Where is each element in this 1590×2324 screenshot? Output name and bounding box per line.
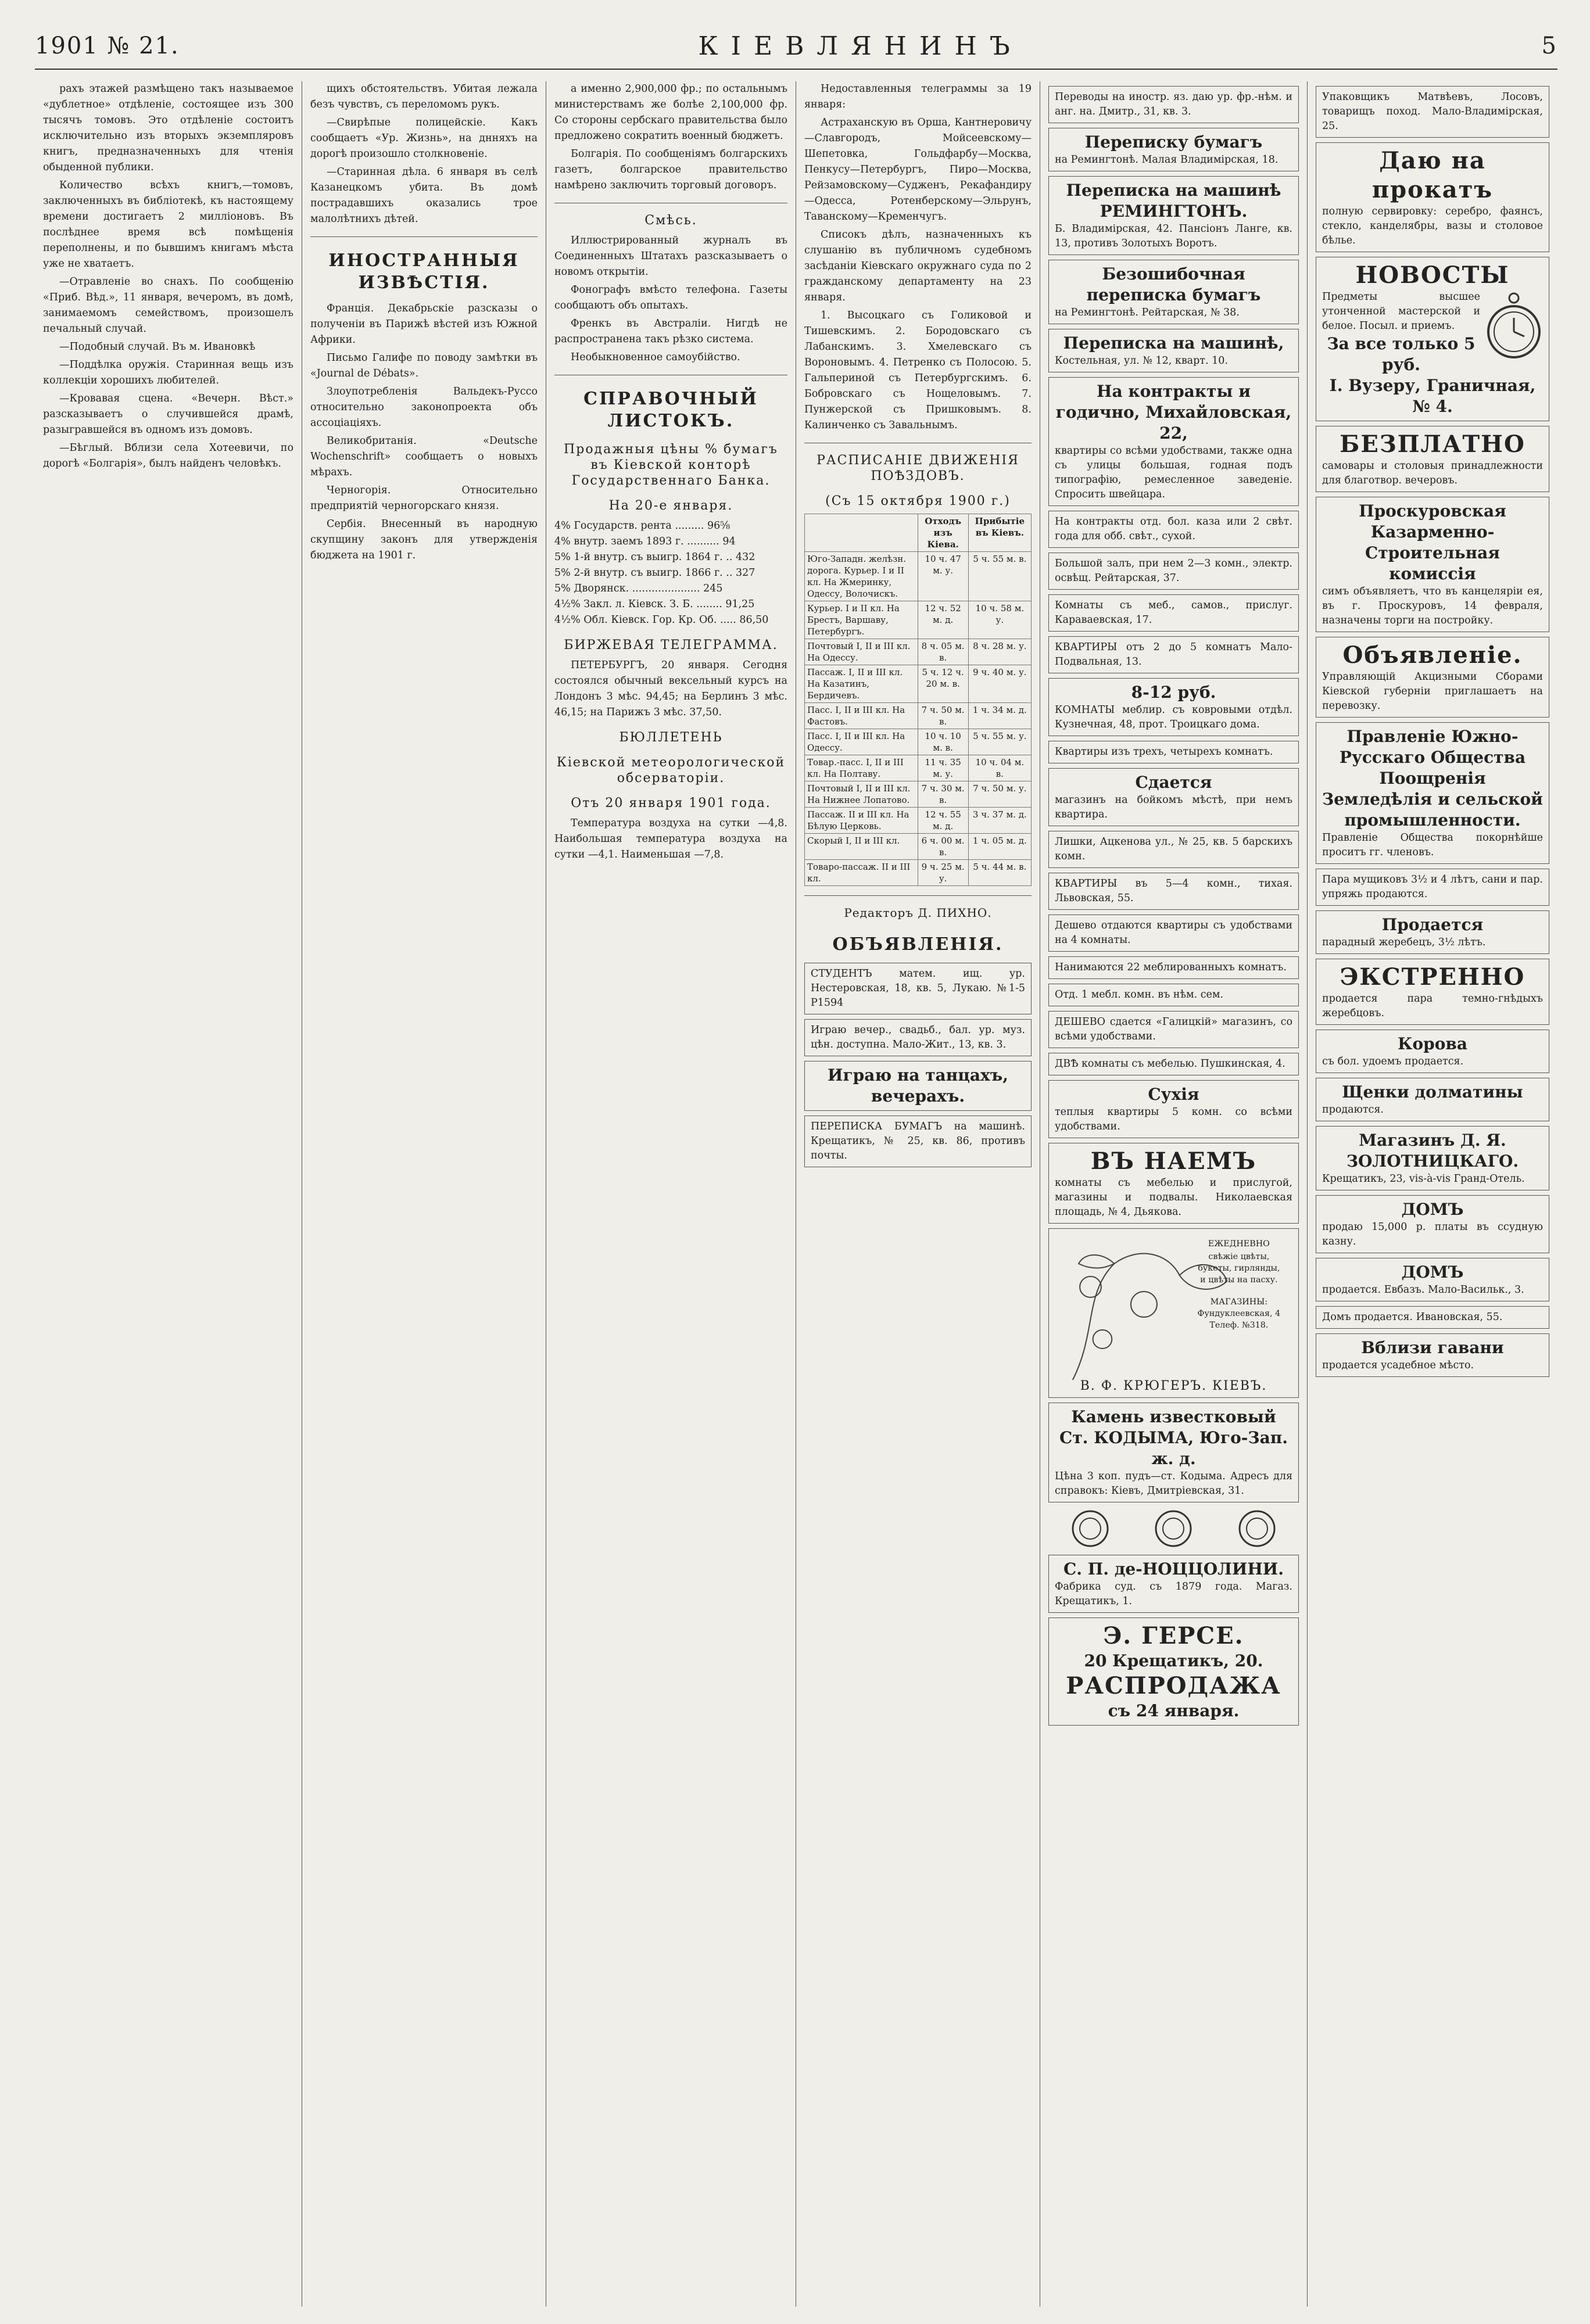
ad-house-3: Домъ продается. Ивановская, 55. (1316, 1306, 1549, 1329)
ad-announcement: Объявленіе. Управляющій Акцизными Сборами Кіевской губерніи приглашаетъ на перевозку. (1316, 637, 1549, 718)
article-paragraph: —Свирѣпые полицейскіе. Какъ сообщаетъ «Ур. Жизнь», на днняхъ на дорогѣ произошло столкновеніе. (310, 117, 538, 160)
table-cell: Пасс. I, II и III кл. На Одессу. (805, 729, 918, 755)
article-paragraph: Черногорія. Относительно предприятій черногорскаго князя. (310, 485, 538, 512)
ad-proskurov-commission: Проскуровская Казарменно-Строительная комиссія симъ объявляетъ, что въ канцеляріи ея, въ г. Проскуровъ, 14 февраля, назначены торги на постройку. (1316, 497, 1549, 632)
svg-text:свѣжіе цвѣты,: свѣжіе цвѣты, (1208, 1252, 1270, 1261)
medal-icon (1153, 1508, 1194, 1549)
table-cell: Пасс. I, II и III кл. На Фастовъ. (805, 703, 918, 729)
table-cell: 5 ч. 55 м. в. (968, 552, 1031, 601)
page-number: 5 (1541, 33, 1557, 59)
ad-contracts-mikhailovskaya: На контракты и годично, Михайловская, 22, квартиры со всѣми удобствами, также одна съ улицы большая, годная подъ типографію, ремесленное заведеніе. Спросить швейцара. (1048, 377, 1299, 506)
ad-zolotnitsky: Магазинъ Д. Я. ЗОЛОТНИЦКАГО. Крещатикъ, 23, vis-à-vis Гранд-Отель. (1316, 1126, 1549, 1190)
table-row (805, 781, 1032, 808)
article-paragraph: Френкъ въ Австраліи. Нигдѣ не распространена такъ рѣзко система. (554, 318, 787, 345)
ad-for-rent: ВЪ НАЕМЪ комнаты съ мебелью и прислугой, магазины и подвалы. Николаевская площадь, № 4, Дьякова. (1048, 1143, 1299, 1224)
medal-icon (1237, 1508, 1277, 1549)
table-cell: 12 ч. 55 м. д. (918, 808, 968, 834)
section-title-foreign-news: ИНОСТРАННЫЯ ИЗВѢСТІЯ. (328, 250, 520, 293)
table-cell: 8 ч. 05 м. в. (918, 639, 968, 665)
ad-typing-kostelnaya: Переписка на машинѣ, Костельная, ул. № 12, кварт. 10. (1048, 329, 1299, 372)
table-cell: 6 ч. 00 м. в. (918, 834, 968, 860)
svg-text:Фундуклеевская, 4: Фундуклеевская, 4 (1197, 1309, 1281, 1318)
article-paragraph: Сербія. Внесенный въ народную скупщину законъ для утвержденія бюджета на 1901 г. (310, 518, 538, 561)
table-row (805, 808, 1032, 834)
timetable-title: РАСПИСАНІЕ ДВИЖЕНІЯ ПОѢЗДОВЪ. (817, 453, 1019, 483)
table-cell: Товаро-пассаж. II и III кл. (805, 860, 918, 886)
table-cell: Пассаж. II и III кл. На Бѣлую Церковь. (805, 808, 918, 834)
table-header (805, 514, 918, 552)
article-paragraph: Температура воздуха на сутки —4,8. Наибольшая температура воздуха на сутки —4,1. Наименьшая —7,8. (554, 817, 787, 860)
ad-free: БЕЗПЛАТНО самовары и столовыя принадлежности для благотвор. вечеровъ. (1316, 426, 1549, 492)
reference-date: На 20-е января. (608, 498, 733, 513)
table-row (805, 860, 1032, 886)
flower-shop-signature: В. Ф. КРЮГЕРЪ. КІЕВЪ. (1080, 1379, 1267, 1393)
svg-text:МАГАЗИНЫ:: МАГАЗИНЫ: (1210, 1297, 1268, 1307)
train-timetable (804, 514, 1032, 886)
table-cell: 8 ч. 28 м. у. (968, 639, 1031, 665)
table-cell: Почтовый I, II и III кл. На Одессу. (805, 639, 918, 665)
table-cell: 12 ч. 52 м. д. (918, 601, 968, 639)
ad-contracts: На контракты отд. бол. каза или 2 свѣт. года для обб. свѣт., сухой. (1048, 511, 1299, 548)
table-cell: 9 ч. 40 м. у. (968, 665, 1031, 703)
medals-row (1048, 1508, 1299, 1549)
ad-apartments-lvovskaya: КВАРТИРЫ въ 5—4 комн., тихая. Львовская, 55. (1048, 873, 1299, 910)
table-header: Прибытіе въ Кіевъ. (968, 514, 1031, 552)
ad-gerse-sale: Э. ГЕРСЕ. 20 Крещатикъ, 20. РАСПРОДАЖА съ 24 января. (1048, 1618, 1299, 1726)
ad-two-rooms: ДВѢ комнаты съ мебелью. Пушкинская, 4. (1048, 1053, 1299, 1075)
article-paragraph: ПЕТЕРБУРГЪ, 20 января. Сегодня состоялся обычный вексельный курсъ на Лондонъ 3 мѣс. 94,45; на Берлинъ 3 мѣс. 46,15; на Парижъ 3 мѣс. 37,50. (554, 659, 787, 718)
table-cell: 10 ч. 58 м. у. (968, 601, 1031, 639)
article-paragraph: —Бѣглый. Вблизи села Хотеевичи, по дорогѣ «Болгарія», былъ найденъ человѣкъ. (43, 442, 293, 469)
ad-shop-rent: Сдается магазинъ на бойкомъ мѣстѣ, при немъ квартира. (1048, 768, 1299, 826)
ad-noccolini: С. П. де-НОЦЦОЛИНИ. Фабрика суд. съ 1879 года. Магаз. Крещатикъ, 1. (1048, 1555, 1299, 1613)
svg-text:ЕЖЕДНЕВНО: ЕЖЕДНЕВНО (1208, 1239, 1270, 1249)
ad-music: Играю вечер., свадьб., бал. ур. муз. цѣн. доступна. Мало-Жит., 13, кв. 3. (804, 1019, 1032, 1056)
table-cell: 7 ч. 30 м. в. (918, 781, 968, 808)
article-paragraph: Болгарія. По сообщеніямъ болгарскихъ газетъ, болгарское правительство намѣрено заключить торговый договоръ. (554, 148, 787, 191)
table-cell: 10 ч. 04 м. в. (968, 755, 1031, 781)
column-3 (546, 81, 796, 2307)
flower-illustration (1049, 1229, 1298, 1397)
ad-room-german: Отд. 1 мебл. комн. въ нѣм. сем. (1048, 984, 1299, 1006)
ad-rooms-price: 8-12 руб. КОМНАТЫ меблир. съ ковровыми отдѣл. Кузнечная, 48, прот. Троицкаго дома. (1048, 678, 1299, 736)
ad-packer: Упаковщикъ Матвѣевъ, Лосовъ, товарищъ поход. Мало-Владимірская, 25. (1316, 86, 1549, 138)
column-2 (302, 81, 546, 2307)
court-list-title: Списокъ дѣлъ, назначенныхъ къ слушанію въ публичномъ судебномъ засѣданіи Кіевскаго окружнаго суда по 2 гражданскому департаменту на 23 января. (804, 229, 1032, 303)
table-cell: Юго-Западн. желѣзн. дорога. Курьер. I и II кл. На Жмеринку, Одессу, Волочискъ. (805, 552, 918, 601)
table-row (805, 665, 1032, 703)
table-row (805, 729, 1032, 755)
ad-stallion: Продается парадный жеребецъ, 3½ лѣтъ. (1316, 910, 1549, 954)
ad-apartments-3-4: Квартиры изъ трехъ, четырехъ комнатъ. (1048, 741, 1299, 763)
rate-line: 4½% Закл. л. Кіевск. З. Б. ........ 91,25 (554, 598, 755, 610)
rate-line: 4% внутр. заемъ 1893 г. .......... 94 (554, 536, 736, 547)
ad-cheap-apartments: Дешево отдаются квартиры съ удобствами на 4 комнаты. (1048, 914, 1299, 952)
svg-text:и цвѣты на пасху.: и цвѣты на пасху. (1200, 1275, 1278, 1285)
ad-translations: Переводы на иностр. яз. даю ур. фр.-нѣм. и анг. на. Дмитр., 31, кв. 3. (1048, 86, 1299, 123)
section-title-ads: ОБЪЯВЛЕНІЯ. (832, 934, 1004, 955)
article-paragraph: Необыкновенное самоубійство. (571, 352, 740, 363)
divider (310, 236, 538, 237)
rates-list (554, 518, 787, 628)
ad-watch-news: НОВОСТЫ Предметы высшее утонченной мастерской и белое. Посыл. и приемъ. За все только 5 руб. І. Вузеру, Граничная, № 4. (1316, 257, 1549, 421)
newspaper-title: КІЕВЛЯНИНЪ (698, 31, 1023, 61)
ad-typing-remington: Переписку бумагъ на Ремингтонѣ. Малая Владимірская, 18. (1048, 128, 1299, 171)
table-cell: 5 ч. 55 м. у. (968, 729, 1031, 755)
timetable-subtitle: (Съ 15 октября 1900 г.) (825, 494, 1011, 508)
ad-rooms: Комнаты съ меб., самов., прислуг. Караваевская, 17. (1048, 594, 1299, 632)
table-cell: Курьер. I и II кл. На Брестъ, Варшаву, Петербургъ. (805, 601, 918, 639)
rate-line: 4% Государств. рента ......... 96⅝ (554, 520, 730, 532)
article-paragraph: —Старинная дѣла. 6 января въ селѣ Казанецкомъ убита. Въ домѣ пострадавшихъ оказались трое малолѣтнихъ дѣтей. (310, 166, 538, 225)
ad-urgent: ЭКСТРЕННО продается пара темно-гнѣдыхъ жеребцовъ. (1316, 959, 1549, 1025)
article-paragraph: Письмо Галифе по поводу замѣтки въ «Journal de Débats». (310, 352, 538, 379)
table-cell: 3 ч. 37 м. д. (968, 808, 1031, 834)
svg-text:букеты, гирлянды,: букеты, гирлянды, (1198, 1264, 1280, 1273)
table-cell: Пассаж. I, II и III кл. На Казатинъ, Бердичевъ. (805, 665, 918, 703)
article-paragraph: Количество всѣхъ книгъ,—томовъ, заключенныхъ въ библіотекѣ, къ настоящему времени достигаетъ 2 милліоновъ. Въ послѣднее время всѣ помѣщенія переполнены, и по бывшимъ книгамъ мѣста уже не хватаетъ. (43, 180, 293, 270)
table-cell: Товар.-пасс. I, II и III кл. На Полтаву. (805, 755, 918, 781)
rate-line: 5% Дворянск. ..................... 245 (554, 583, 723, 594)
table-row (805, 601, 1032, 639)
telegram-title: Недоставленныя телеграммы за 19 января: (804, 83, 1032, 110)
svg-text:Телеф. №318.: Телеф. №318. (1209, 1321, 1269, 1330)
page-header (35, 23, 1557, 70)
column-6 (1308, 81, 1557, 2307)
ad-cow: Корова съ бол. удоемъ продается. (1316, 1030, 1549, 1073)
ad-rental-service: Даю на прокатъ полную сервировку: серебро, фаянсъ, стекло, канделябры, вазы и столовое бѣлье. (1316, 142, 1549, 252)
article-paragraph: —Отравленіе во снахъ. По сообщенію «Приб. Вѣд.», 11 января, вечеромъ, въ домѣ, занимаемомъ семействомъ, произошелъ печальный случай. (43, 276, 293, 335)
ad-hall: Большой залъ, при нем 2—3 комн., электр. освѣщ. Рейтарская, 37. (1048, 553, 1299, 590)
table-cell: 7 ч. 50 м. у. (968, 781, 1031, 808)
table-row (805, 552, 1032, 601)
table-cell: Почтовый I, II и III кл. На Нижнее Лопатово. (805, 781, 918, 808)
ad-horses: Пара мущиковъ 3½ и 4 лѣтъ, сани и пар. упряжь продаются. (1316, 869, 1549, 906)
pocket-watch-icon (1485, 290, 1543, 365)
article-paragraph: Фонографъ вмѣсто телефона. Газеты сообщаютъ объ опытахъ. (554, 284, 787, 311)
issue-number: 1901 № 21. (35, 33, 180, 59)
table-cell: 7 ч. 50 м. в. (918, 703, 968, 729)
ad-house-1: ДОМЪ продаю 15,000 р. платы въ ссудную казну. (1316, 1195, 1549, 1253)
article-paragraph: рахъ этажей размѣщено такъ называемое «дублетное» отдѣленіе, состоящее изъ 300 тысячъ томовъ. Это отдѣленіе состоитъ исключительно изъ вторыхъ экземпляровъ книгъ, предназначенныхъ для чтенія обыденной публики. (43, 83, 293, 173)
column-1 (35, 81, 302, 2307)
table-header: Отходъ изъ Кіева. (918, 514, 968, 552)
table-cell: 9 ч. 25 м. у. (918, 860, 968, 886)
table-cell: 5 ч. 12 ч. 20 м. в. (918, 665, 968, 703)
article-paragraph: Франція. Декабрьскіе разсказы о полученіи въ Парижѣ вѣстей изъ Южной Африки. (310, 303, 538, 346)
article-paragraph: —Подобный случай. Въ м. Ивановкѣ (59, 341, 256, 353)
ad-limestone: Камень известковый Ст. КОДЫМА, Юго-Зап. ж. д. Цѣна 3 коп. пудъ—ст. Кодыма. Адресъ для справокъ: Кіевъ, Дмитріевская, 31. (1048, 1403, 1299, 1502)
rate-line: 5% 1-й внутр. съ выигр. 1864 г. .. 432 (554, 551, 755, 563)
table-cell: 11 ч. 35 м. у. (918, 755, 968, 781)
table-header-row (805, 514, 1032, 552)
section-title-bulletin: БЮЛЛЕТЕНЬ (619, 730, 723, 745)
table-cell: 10 ч. 10 м. в. (918, 729, 968, 755)
ad-5-rooms: Лишки, Ацкенова ул., № 25, кв. 5 барскихъ комн. (1048, 831, 1299, 868)
ad-typing-machine: Переписка на машинѣ РЕМИНГТОНЪ. Б. Владимірская, 42. Пансіонъ Ланге, кв. 13, противъ Золотыхъ Воротъ. (1048, 176, 1299, 255)
ad-flower-shop (1048, 1228, 1299, 1398)
ad-typing: ПЕРЕПИСКА БУМАГЪ на машинѣ. Крещатикъ, № 25, кв. 86, противъ почты. (804, 1116, 1032, 1167)
article-paragraph: 1. Высоцкаго съ Голиковой и Тишевскимъ. 2. Бородовскаго съ Лабанскимъ. 3. Хмелевскаго съ Вороновымъ. 4. Петренко съ Полосою. 5. Гальпериной съ Петербургскимъ. 6. Бобровскаго съ Нощеловымъ. 7. Пунжерской съ Пришковымъ. 8. Калинченко съ Завальнымъ. (804, 310, 1032, 431)
ad-dance-music: Играю на танцахъ, вечерахъ. (804, 1061, 1032, 1111)
article-paragraph: Иллюстрированный журналъ въ Соединенныхъ Штатахъ разсказываетъ о новомъ открытіи. (554, 235, 787, 278)
ad-puppies: Щенки долматины продаются. (1316, 1078, 1549, 1121)
divider (804, 895, 1032, 896)
column-4 (796, 81, 1040, 2307)
table-row (805, 703, 1032, 729)
article-paragraph: а именно 2,900,000 фр.; по остальнымъ министерствамъ же болѣе 2,100,000 фр. Со стороны сербскаго правительства было предложено сократить военный бюджетъ. (554, 83, 787, 142)
ad-agricultural-society: Правленіе Южно-Русскаго Общества Поощренія Земледѣлія и сельской промышленности. Правленіе Общества покорнѣйше проситъ гг. членовъ. (1316, 722, 1549, 864)
table-cell: 5 ч. 44 м. в. (968, 860, 1031, 886)
article-paragraph: —Кровавая сцена. «Вечерн. Вѣст.» разсказываетъ о случившейся драмѣ, разыгравшейся въ одномъ изъ домовъ. (43, 393, 293, 436)
article-paragraph: Великобританія. «Deutsche Wochenschrift» сообщаетъ о новыхъ мѣрахъ. (310, 435, 538, 478)
article-paragraph: Злоупотребленія Вальдекъ-Руссо относительно законопроекта объ ассоціаціяхъ. (310, 386, 538, 429)
reference-subtitle: Продажныя цѣны % бумагъ въ Кіевской конторѣ Государственнаго Банка. (564, 442, 778, 488)
article-paragraph: Астраханскую въ Орша, Кантнеровичу—Славгородъ, Мойсеевскому—Шепетовка, Гольдфарбу—Москва, Пенкусу—Петербургъ, Пиро—Москва, Рейзамовскому—Судженъ, Рекафандиру—Одесса, Ротенберскому—Эльрунъ, Таванскому—Кременчугъ. (804, 117, 1032, 223)
ad-furnished-rooms: Нанимаются 22 меблированныхъ комнатъ. (1048, 956, 1299, 979)
table-cell: Скорый I, II и III кл. (805, 834, 918, 860)
rate-line: 4½% Обл. Кіевск. Гор. Кр. Об. ..... 86,50 (554, 614, 769, 626)
article-paragraph: щихъ обстоятельствъ. Убитая лежала безъ чувствъ, съ переломомъ рукъ. (310, 83, 538, 110)
table-cell: 1 ч. 05 м. д. (968, 834, 1031, 860)
section-title-exchange: БИРЖЕВАЯ ТЕЛЕГРАММА. (564, 638, 778, 652)
table-cell: 10 ч. 47 м. у. (918, 552, 968, 601)
section-title-miscellany: Смѣсь. (644, 213, 697, 228)
ad-house-2: ДОМЪ продается. Евбазъ. Мало-Васильк., 3. (1316, 1258, 1549, 1301)
ad-harbour-plot: Вблизи гавани продается усадебное мѣсто. (1316, 1333, 1549, 1377)
table-row (805, 639, 1032, 665)
section-title-reference: СПРАВОЧНЫЙ ЛИСТОКЪ. (583, 389, 758, 431)
bulletin-subtitle: Кіевской метеорологической обсерваторіи. (556, 755, 786, 786)
ad-dry-apartments: Сухія теплыя квартиры 5 комн. со всѣми удобствами. (1048, 1080, 1299, 1138)
ad-accurate-typing: Безошибочная переписка бумагъ на Ремингтонѣ. Рейтарская, № 38. (1048, 260, 1299, 324)
ad-student: СТУДЕНТЪ матем. ищ. ур. Нестеровская, 18, кв. 5, Лукаю. №1-5 Р1594 (804, 963, 1032, 1014)
table-row (805, 755, 1032, 781)
table-cell: 1 ч. 34 м. д. (968, 703, 1031, 729)
article-paragraph: —Поддѣлка оружія. Старинная вещь изъ коллекціи хорошихъ любителей. (43, 359, 293, 386)
ad-galician-shop: ДЕШЕВО сдается «Галицкій» магазинъ, со всѣми удобствами. (1048, 1011, 1299, 1048)
column-5 (1040, 81, 1308, 2307)
table-row (805, 834, 1032, 860)
rate-line: 5% 2-й внутр. съ выигр. 1866 г. .. 327 (554, 567, 755, 579)
medal-icon (1070, 1508, 1111, 1549)
editor-line: Редакторъ Д. ПИХНО. (844, 906, 992, 920)
bulletin-date: Отъ 20 января 1901 года. (571, 796, 771, 810)
ad-apartments: КВАРТИРЫ отъ 2 до 5 комнатъ Мало-Подвальная, 13. (1048, 636, 1299, 673)
